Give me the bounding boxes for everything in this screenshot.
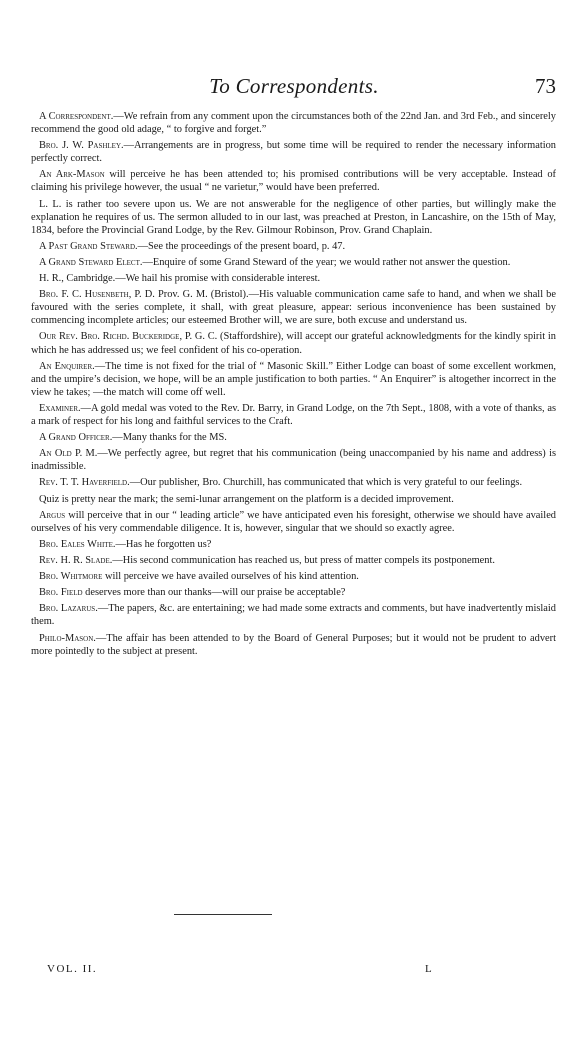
paragraph-text: will perceive we have availed ourselves of his kind attention. (102, 571, 359, 583)
correspondent-paragraph (31, 256, 556, 269)
correspondent-name: Bro. Eales White. (39, 538, 116, 550)
paragraph-text: —Our publisher, Bro. Churchill, has communicated that which is very grateful to our feelings. (129, 477, 523, 489)
paragraph-text: —A gold medal was voted to the Rev. Dr. Barry, in Grand Lodge, on the 7th Sept., 1808, with a vote of thanks, as a mark of respect for his long and faithful services to the Craft. (31, 402, 556, 427)
correspondent-name: Argus (39, 509, 66, 521)
correspondent-name: A Correspondent. (39, 111, 114, 122)
paragraph-text: —His second communication has reached us, but press of matter compels its postponement. (112, 555, 495, 566)
correspondent-paragraph (31, 198, 556, 237)
running-title: To Correspondents. (209, 74, 379, 98)
paragraph-text: L. L. is rather too severe upon us. We are not answerable for the negligence of other parties, but willingly make the explanation he requires of us. The sermon alluded to in our last, was preached at Preston, in Lancashire, on the 15th of May, 1834, before the Provincial Grand Lodge, by the Rev. Gilmour Robinson, Prov. Grand Chaplain. (31, 198, 556, 236)
correspondent-name: Examiner. (39, 402, 81, 414)
paragraph-text: —We perfectly agree, but regret that his communication (being unaccompanied by his name and address) is inadmissible. (31, 448, 556, 473)
correspondent-paragraph (31, 554, 556, 567)
correspondent-paragraph (31, 493, 556, 506)
paragraph-text: H. R., Cambridge.—We hail his promise with considerable interest. (39, 273, 321, 285)
correspondent-paragraph (31, 586, 556, 599)
correspondent-paragraph (31, 431, 556, 444)
paragraph-text: —Has he forgotten us? (115, 538, 212, 550)
correspondent-name: Bro. Field (39, 587, 83, 599)
correspondent-paragraph (31, 402, 556, 428)
correspondent-paragraph (31, 447, 556, 473)
paragraph-text: deserves more than our thanks—will our praise be acceptable? (82, 587, 346, 599)
page-number: 73 (535, 74, 556, 98)
paragraph-text: will perceive he has been attended to; his promised contributions will be very acceptable. Instead of claiming his privilege however, the usual “ ne varietur,” would have been preferred. (31, 169, 556, 194)
paragraph-text: —The affair has been attended to by the Board of General Purposes; but it would not be prudent to advert more pointedly to the subject at present. (31, 632, 556, 657)
paragraph-text: —The papers, &c. are entertaining; we had made some extracts and comments, but have inadvertently mislaid them. (31, 603, 556, 628)
volume-footer: VOL. II. (47, 963, 98, 975)
correspondent-paragraph (31, 330, 556, 356)
correspondent-name: Rev. H. R. Slade. (39, 555, 113, 566)
correspondent-paragraph (31, 509, 556, 535)
correspondent-paragraph (31, 110, 556, 136)
correspondent-paragraph (31, 570, 556, 583)
correspondent-paragraph (31, 602, 556, 628)
correspondents-body (31, 110, 556, 661)
correspondent-paragraph (31, 476, 556, 489)
correspondent-name: Bro. F. C. Husenbeth, (39, 289, 132, 301)
correspondent-paragraph (31, 632, 556, 658)
paragraph-text: —Enquire of some Grand Steward of the year; we would rather not answer the question. (142, 256, 511, 268)
correspondent-paragraph (31, 168, 556, 194)
paragraph-text: Quiz is pretty near the mark; the semi-lunar arrangement on the platform is a decided improvement. (39, 493, 454, 505)
correspondent-name: An Old P. M. (39, 448, 98, 460)
correspondent-paragraph (31, 360, 556, 399)
paragraph-text: will perceive that in our “ leading article” we have anticipated even his foresight, otherwise we should have availed ourselves of his very commendable diligence. It is, however, singular that we should so exactly agree. (31, 509, 556, 534)
paragraph-text: —See the proceedings of the present board, p. 47. (137, 240, 346, 252)
correspondent-name: Bro. Whitmore (39, 571, 103, 583)
correspondent-paragraph (31, 288, 556, 327)
paragraph-text: P. G. C. (Staffordshire), will accept our grateful acknowledgments for the kindly spirit in which he has addressed us; we feel confident of his co-operation. (31, 331, 556, 356)
section-rule (174, 914, 272, 915)
paragraph-text: P. D. Prov. G. M. (Bristol).—His valuable communication came safe to hand, and when we shall be favoured with the series complete, it shall, with great pleasure, appear: serious inconvenience has been sustained by commencing incomplete articles; our esteemed Brother will, we are sure, both excuse and understand us. (31, 289, 556, 327)
correspondent-paragraph (31, 272, 556, 285)
correspondent-paragraph (31, 538, 556, 551)
correspondent-name: A Grand Steward Elect. (39, 256, 143, 268)
paragraph-text: —Many thanks for the MS. (112, 432, 227, 444)
paragraph-text: —Arrangements are in progress, but some time will be required to render the necessary information perfectly correct. (31, 140, 556, 165)
correspondent-paragraph (31, 240, 556, 253)
correspondent-name: Bro. J. W. Pashley. (39, 140, 124, 152)
correspondent-name: A Past Grand Steward. (39, 240, 138, 252)
correspondent-name: An Enquirer. (39, 360, 95, 372)
paragraph-text: —The time is not fixed for the trial of “ Masonic Skill.” Either Lodge can boast of some excellent workmen, and the umpire’s decision, we hope, will be an ample justification to both parties. “ An Enquirer” is altogether incorrect in the view he takes; —the match will come off well. (31, 360, 557, 398)
correspondent-name: A Grand Officer. (39, 432, 113, 444)
page-header (32, 70, 556, 100)
paragraph-text: —We refrain from any comment upon the circumstances both of the 22nd Jan. and 3rd Feb., and sincerely recommend the good old adage, “ to forgive and forget.” (31, 111, 556, 136)
correspondent-name: An Ark-Mason (39, 169, 105, 181)
correspondent-name: Philo-Mason. (39, 632, 96, 644)
correspondent-paragraph (31, 139, 556, 165)
signature-mark: L (425, 963, 432, 975)
correspondent-name: Rev. T. T. Haverfield. (39, 477, 130, 489)
correspondent-name: Bro. Lazarus. (39, 603, 98, 615)
correspondent-name: Our Rev. Bro. Richd. Buckeridge, (39, 331, 183, 343)
